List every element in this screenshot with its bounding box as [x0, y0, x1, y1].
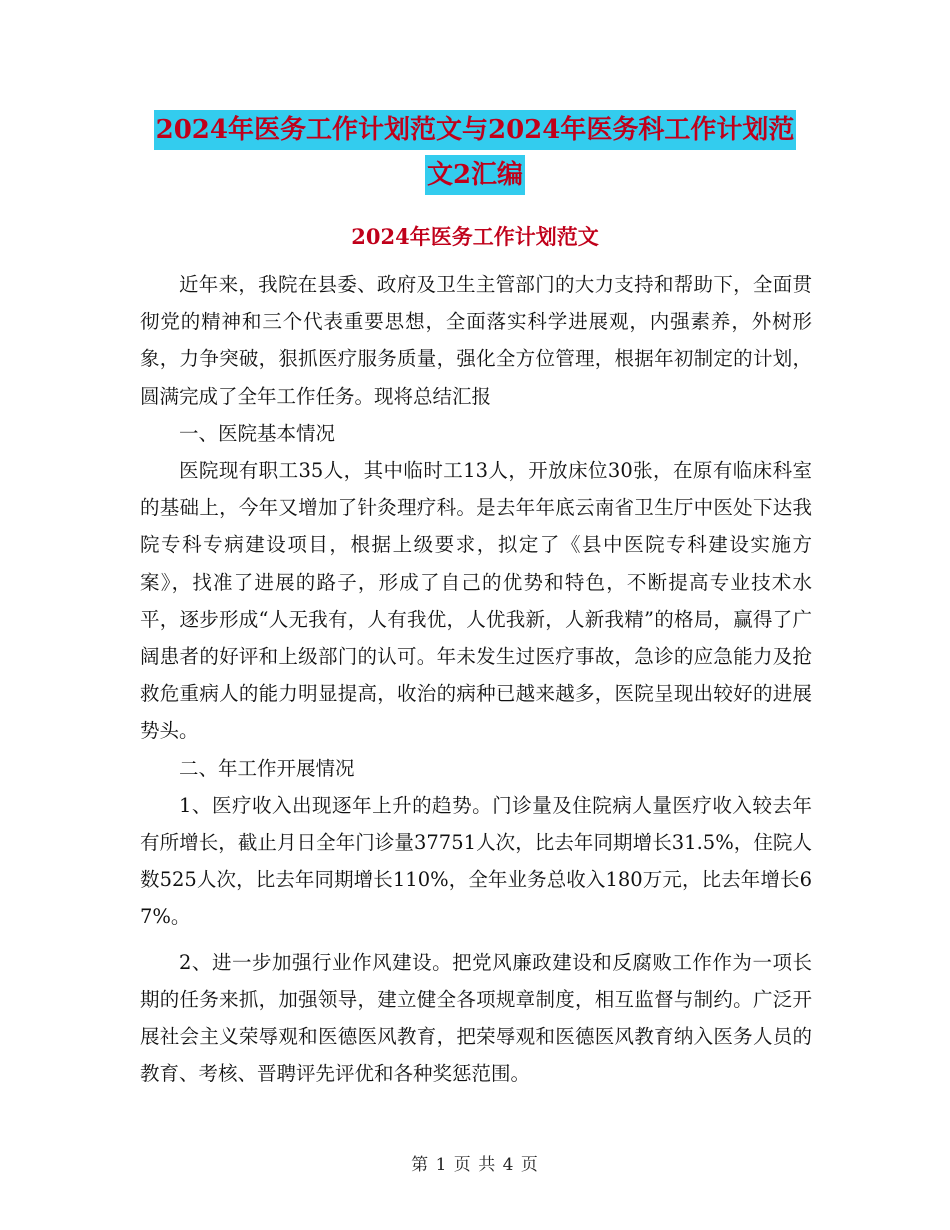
paragraph-work-style: 2、进一步加强行业作风建设。把党风廉政建设和反腐败工作作为一项长期的任务来抓，加强领导，建立健全各项规章制度，相互监督与制约。广泛开展社会主义荣辱观和医德医风教育，把荣辱观和医德医风教育纳入医务人员的教育、考核、晋聘评先评优和各种奖惩范围。	[140, 950, 812, 1086]
document-body	[140, 266, 812, 1092]
document-title	[140, 110, 810, 195]
paragraph-hospital-basics: 医院现有职工35人，其中临时工13人，开放床位30张，在原有临床科室的基础上，今年又增加了针灸理疗科。是去年年底云南省卫生厅中医处下达我院专科专病建设项目，根据上级要求，拟定了《县中医院专科建设实施方案》，找准了进展的路子，形成了自己的优势和特色，不断提高专业技术水平，逐步形成“人无我有，人有我优，人优我新，人新我精”的格局，赢得了广阔患者的好评和上级部门的认可。年未发生过医疗事故，急诊的应急能力及抢救危重病人的能力明显提高，收治的病种已越来越多，医院呈现出较好的进展势头。	[140, 459, 812, 743]
page-footer: 第 1 页 共 4 页	[411, 1155, 539, 1175]
heading-work-progress: 二、年工作开展情况	[179, 756, 355, 780]
title-line-2: 文2汇编	[425, 155, 525, 195]
paragraph-intro: 近年来，我院在县委、政府及卫生主管部门的大力支持和帮助下，全面贯彻党的精神和三个代表重要思想，全面落实科学进展观，内强素养，外树形象，力争突破，狠抓医疗服务质量，强化全方位管理，根据年初制定的计划，圆满完成了全年工作任务。现将总结汇报	[140, 273, 812, 408]
paragraph-medical-income: 1、医疗收入出现逐年上升的趋势。门诊量及住院病人量医疗收入较去年有所增长，截止月日全年门诊量37751人次，比去年同期增长31.5%，住院人数525人次，比去年同期增长110%，全年业务总收入180万元，比去年增长67%。	[140, 793, 812, 929]
heading-hospital-basics: 一、医院基本情况	[179, 421, 336, 445]
section-title: 2024年医务工作计划范文	[351, 224, 599, 249]
title-line-1: 2024年医务工作计划范文与2024年医务科工作计划范	[154, 110, 797, 150]
